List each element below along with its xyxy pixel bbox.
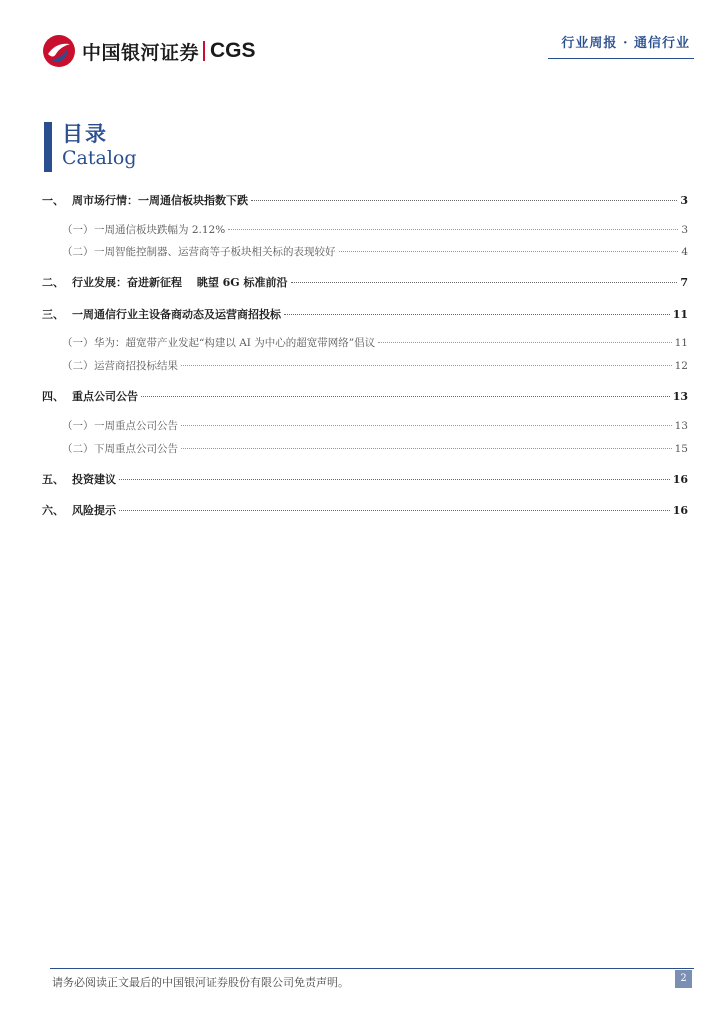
catalog-title-cn: 目录 — [62, 121, 108, 146]
toc-entry-number: 二、 — [42, 276, 64, 289]
toc-entry[interactable] — [42, 441, 688, 456]
toc-entry-title: 风险提示 — [72, 504, 116, 517]
toc-entry-page: 15 — [674, 443, 688, 455]
toc-entry-page: 13 — [672, 390, 688, 403]
toc-entry-page: 16 — [672, 504, 688, 517]
logo-text-en: CGS — [210, 39, 256, 62]
toc-entry-title: 一周通信行业主设备商动态及运营商招投标 — [72, 308, 281, 321]
toc-entry-title: 周市场行情：一周通信板块指数下跌 — [72, 194, 248, 207]
logo-text-cn: 中国银河证券 — [82, 41, 200, 64]
footer-disclaimer: 请务必阅读正文最后的中国银河证券股份有限公司免责声明。 — [52, 976, 349, 989]
header-divider — [548, 58, 694, 59]
toc-entry-number: （一） — [62, 224, 94, 236]
toc-entry-title: 运营商招投标结果 — [94, 360, 178, 372]
toc-entry-title: 行业发展：奋进新征程 眺望 6G 标准前沿 — [72, 276, 288, 289]
toc-entry-title: 华为：超宽带产业发起“构建以 AI 为中心的超宽带网络”倡议 — [94, 337, 376, 349]
toc-leader-dots — [284, 314, 670, 315]
cgs-logo-icon — [42, 34, 76, 68]
footer-divider — [50, 968, 694, 969]
toc-leader-dots — [251, 200, 677, 201]
toc-entry-page: 11 — [674, 337, 688, 349]
toc-entry-number: （二） — [62, 360, 94, 372]
toc-entry[interactable] — [42, 502, 688, 518]
toc-entry-title: 一周重点公司公告 — [94, 420, 178, 432]
toc-leader-dots — [181, 448, 672, 449]
toc-entry-page: 3 — [680, 194, 688, 207]
toc-entry[interactable] — [42, 471, 688, 487]
toc-entry-number: （二） — [62, 443, 94, 455]
toc-entry-title: 下周重点公司公告 — [94, 443, 178, 455]
toc-entry-title: 一周智能控制器、运营商等子板块相关标的表现较好 — [94, 246, 336, 258]
page-number: 2 — [675, 970, 692, 988]
toc-leader-dots — [181, 365, 672, 366]
toc-entry[interactable] — [42, 192, 688, 208]
report-type: 行业周报 · 通信行业 — [561, 36, 690, 51]
toc-entry-page: 16 — [672, 473, 688, 486]
toc-entry[interactable] — [42, 274, 688, 290]
toc-entry-number: （二） — [62, 246, 94, 258]
toc-entry[interactable] — [42, 222, 688, 237]
toc-entry-title: 投资建议 — [72, 473, 116, 486]
toc-entry-number: 三、 — [42, 308, 64, 321]
toc-entry-number: （一） — [62, 420, 94, 432]
toc-entry-title: 重点公司公告 — [72, 390, 138, 403]
toc-entry[interactable] — [42, 306, 688, 322]
toc-entry-page: 3 — [681, 224, 688, 236]
toc-entry-number: 六、 — [42, 504, 64, 517]
toc-leader-dots — [181, 425, 672, 426]
toc-leader-dots — [141, 396, 670, 397]
toc-entry-page: 11 — [672, 308, 688, 321]
toc-entry[interactable] — [42, 358, 688, 373]
toc-leader-dots — [119, 510, 670, 511]
toc-entry[interactable] — [42, 388, 688, 404]
toc-leader-dots — [119, 479, 670, 480]
toc-entry-number: 五、 — [42, 473, 64, 486]
toc-leader-dots — [339, 251, 679, 252]
toc-entry-page: 12 — [674, 360, 688, 372]
catalog-accent-bar — [44, 122, 52, 172]
logo-separator — [203, 41, 205, 61]
toc-entry-number: （一） — [62, 337, 94, 349]
toc-entry-number: 四、 — [42, 390, 64, 403]
toc-leader-dots — [291, 282, 678, 283]
toc-entry-title: 一周通信板块跌幅为 2.12% — [94, 224, 226, 236]
toc-entry-page: 4 — [681, 246, 688, 258]
catalog-title-en: Catalog — [62, 147, 137, 169]
toc-entry[interactable] — [42, 418, 688, 433]
toc-entry-number: 一、 — [42, 194, 64, 207]
toc-entry[interactable] — [42, 335, 688, 350]
company-logo — [42, 34, 256, 68]
toc-entry-page: 7 — [680, 276, 688, 289]
toc-leader-dots — [228, 229, 678, 230]
toc-entry-page: 13 — [674, 420, 688, 432]
toc-leader-dots — [378, 342, 671, 343]
toc-entry[interactable] — [42, 244, 688, 259]
